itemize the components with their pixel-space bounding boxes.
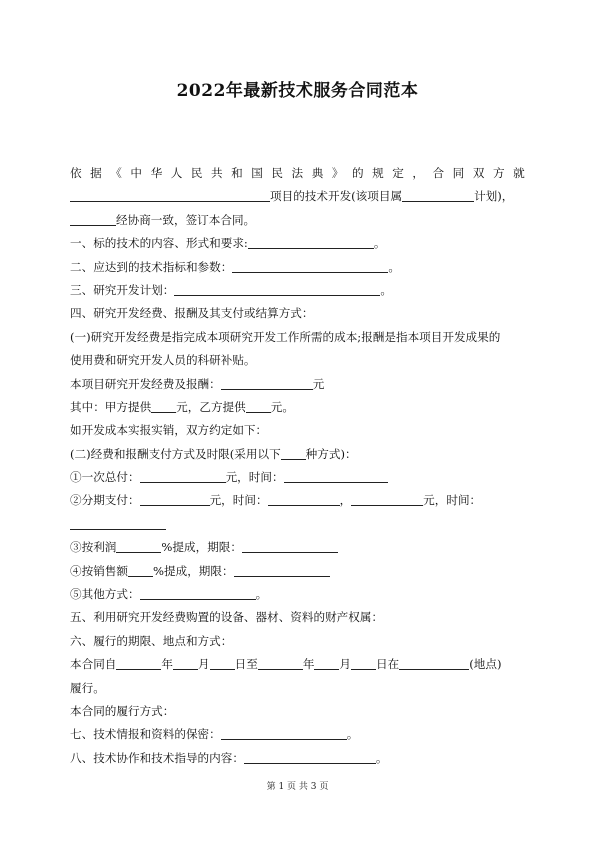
share-c: 元。 [270,399,294,414]
option-1-a: ①一次总付： [70,470,140,485]
term-f: 月 [339,657,352,672]
payment-b: 种方式)： [305,446,357,461]
actual-cost-line [70,419,525,442]
section-2-blank [232,259,388,273]
term-a: 本合同自 [70,657,117,672]
section-1-blank [248,235,374,249]
method-label: 本合同的履行方式： [70,703,175,718]
actual-cost-text: 如开发成本实报实销，双方约定如下： [70,423,268,438]
term-d: 日至 [234,657,258,672]
option-5-period: 。 [255,587,268,602]
option-4-rate-blank [128,563,153,577]
term-h: (地点) [469,657,502,672]
para-basis-line2 [70,185,525,208]
fee-unit: 元 [312,376,325,391]
basis-char: 民 [271,166,284,180]
para-basis-line1 [70,162,525,185]
consult-text: 经协商一致，签订本合同。 [116,212,256,227]
consult-blank [70,212,116,226]
option-3-b: %提成，期限： [161,540,242,555]
basis-char: ， [412,166,424,180]
section-8-blank [244,750,376,764]
basis-char: 的 [351,166,364,180]
section-4-1-text-cont: 使用费和研究开发人员的科研补贴。 [70,353,256,368]
basis-char: 和 [231,166,243,180]
share-b: 元，乙方提供 [176,399,246,414]
plan-blank [402,188,474,202]
project-text: 项目的技术开发(该项目属 [270,189,403,204]
basis-char: 据 [90,166,102,180]
end-month-blank [314,656,339,670]
option-2-time2-blank [70,516,166,530]
section-1-label: 一、标的技术的内容、形式和要求: [70,236,248,251]
section-6 [70,630,525,653]
section-3-blank [174,282,380,296]
document-title: 2022年最新技术服务合同范本 [176,81,419,101]
section-8-period: 。 [375,750,388,765]
option-1-b: 元，时间： [225,470,284,485]
section-1 [70,232,525,255]
section-6-label: 六、履行的期限、地点和方式： [70,633,233,648]
basis-char: 人 [170,166,183,180]
basis-char: 方 [492,166,505,180]
basis-char: 就 [513,166,525,180]
basis-char: 同 [452,166,465,180]
option-4-a: ④按销售额 [70,563,128,578]
option-2-amount-blank [140,492,210,506]
section-4 [70,302,525,325]
party-a-blank [151,399,176,413]
section-4-1-line1 [70,326,525,349]
term-line [70,653,525,676]
basis-char: 合 [432,166,445,180]
option-1 [70,466,525,489]
basis-char: 法 [291,166,304,180]
payment-method-line [70,443,525,466]
term-e: 年 [302,657,315,672]
option-2-d: 元，时间： [423,493,482,508]
end-day-blank [351,656,376,670]
section-3 [70,279,525,302]
start-day-blank [210,656,235,670]
option-2-c: ， [339,493,352,508]
term-g: 日在 [376,657,400,672]
term-line-cont [70,677,525,700]
option-4 [70,560,525,583]
section-7 [70,723,525,746]
share-a: 其中：甲方提供 [70,399,152,414]
section-2-label: 二、应达到的技术指标和参数： [70,259,233,274]
page-footer: 第 1 页 共 3 页 [266,782,329,792]
share-line [70,396,525,419]
fee-blank [221,376,313,390]
option-2 [70,489,525,512]
project-name-blank [70,188,270,202]
option-4-b: %提成，期限： [152,563,234,578]
payment-a: (二)经费和报酬支付方式及时限(采用以下 [70,446,281,461]
option-1-amount-blank [140,469,226,483]
section-4-label: 四、研究开发经费、报酬及其支付或结算方式： [70,306,314,321]
term-i: 履行。 [70,680,105,695]
option-2-b: 元，时间： [209,493,268,508]
section-3-label: 三、研究开发计划： [70,282,175,297]
fee-label: 本项目研究开发经费及报酬： [70,376,221,391]
para-basis-line3 [70,209,525,232]
document-body [70,162,525,770]
option-1-time-blank [284,469,388,483]
basis-char: 《 [110,166,122,180]
section-4-1-line2 [70,349,525,372]
section-5-label: 五、利用研究开发经费购置的设备、器材、资料的财产权属： [70,610,384,625]
term-c: 月 [198,657,210,672]
basis-char: 共 [210,166,223,180]
section-2-period: 。 [388,259,400,274]
option-3-term-blank [242,539,338,553]
option-4-term-blank [234,563,330,577]
section-5 [70,606,525,629]
basis-char: 中 [130,166,143,180]
term-b: 年 [161,657,173,672]
basis-char: 依 [70,166,82,180]
method-line [70,700,525,723]
fee-line [70,373,525,396]
section-7-label: 七、技术情报和资料的保密： [70,727,221,742]
basis-char: 典 [311,166,324,180]
basis-char: 定 [392,166,404,180]
section-7-blank [221,726,347,740]
payment-choice-blank [281,446,306,460]
location-blank [399,656,469,670]
option-2-time-blank [268,492,340,506]
start-month-blank [173,656,198,670]
section-3-period: 。 [380,282,392,297]
option-3-rate-blank [116,539,161,553]
section-1-period: 。 [373,236,386,251]
end-year-blank [258,656,303,670]
basis-char: 双 [472,166,485,180]
basis-char: 》 [331,166,344,180]
option-2-cont [70,513,525,536]
option-5 [70,583,525,606]
section-8-label: 八、技术协作和技术指导的内容： [70,750,244,765]
basis-char: 华 [150,166,163,180]
start-year-blank [116,656,161,670]
option-3 [70,536,525,559]
option-2-amount2-blank [351,492,423,506]
basis-char: 民 [190,166,203,180]
section-8 [70,747,525,770]
basis-char: 国 [251,166,263,180]
section-4-1-text: (一)研究开发经费是指完成本项研究开发工作所需的成本;报酬是指本项目开发成果的 [70,329,501,344]
basis-char: 规 [372,166,384,180]
option-2-a: ②分期支付： [70,493,140,508]
plan-text: 计划)， [474,189,514,204]
section-7-period: 。 [346,727,359,742]
section-2 [70,256,525,279]
option-5-blank [140,586,256,600]
option-5-label: ⑤其他方式： [70,587,140,602]
party-b-blank [246,399,271,413]
option-3-a: ③按利润 [70,540,117,555]
